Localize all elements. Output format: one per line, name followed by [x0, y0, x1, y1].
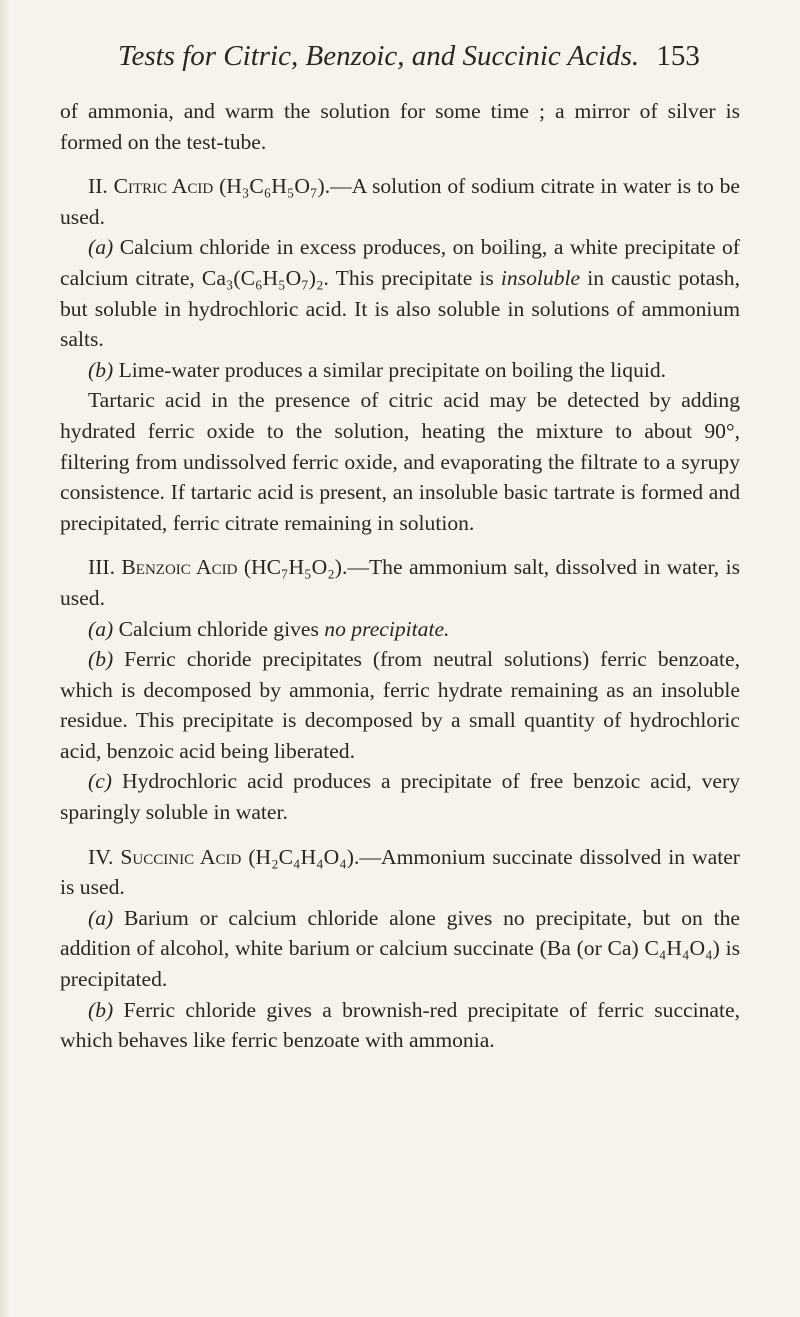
emphasis: insoluble [500, 265, 581, 290]
item-text: Hydrochloric acid produces a precipitate of free benzoic acid, very sparingly soluble in water. [60, 769, 741, 825]
item-text: Lime-water produces a similar precipitate on boiling the liquid. [118, 357, 667, 382]
test-item [60, 766, 740, 827]
item-text: in caustic potash, but soluble in hydrochloric acid. It is also soluble in solutions of ammonium salts. [60, 265, 740, 352]
section-intro: —A solution of sodium citrate in water is to be used. [60, 174, 740, 229]
test-item [60, 355, 740, 386]
page-number: 153 [656, 40, 700, 72]
item-text: Ferric choride precipitates (from neutral solutions) ferric benzoate, which is decomposed by ammonia, ferric hydrate remaining as an insoluble residue. This precipitate is decomposed by a small quantity of hydrochloric acid, benzoic acid being liberated. [60, 647, 740, 763]
test-item [60, 995, 740, 1056]
paragraph-continuation: of ammonia, and warm the solution for some time ; a mirror of silver is formed on the test-tube. [60, 99, 740, 154]
section-heading: Benzoic Acid [121, 555, 238, 580]
item-label: (b) [88, 357, 114, 382]
test-item [60, 903, 740, 995]
test-item [60, 232, 740, 354]
running-header [118, 40, 718, 80]
section-citric-acid [60, 171, 740, 232]
item-label: (a) [88, 235, 114, 260]
section-heading: Citric Acid [113, 174, 214, 199]
body-text [60, 96, 740, 1056]
section-number: IV. [88, 844, 114, 869]
item-text: Ferric chloride gives a brownish-red precipitate of ferric succinate, which behaves like ferric benzoate with ammonia. [60, 997, 740, 1053]
chemical-formula: (HC₇H₅O₂). [243, 555, 348, 580]
item-label: (b) [88, 647, 114, 672]
emphasis: no precipitate. [324, 616, 450, 641]
item-label: (a) [88, 905, 114, 930]
item-label: (a) [88, 616, 114, 641]
chemical-formula: (H₂C₄H₄O₄). [248, 844, 360, 869]
section-heading: Succinic Acid [120, 844, 242, 869]
section-intro: —Ammonium succinate dissolved in water is used. [60, 844, 740, 900]
test-item [60, 644, 740, 766]
section-intro: —The ammonium salt, dissolved in water, is used. [60, 555, 740, 610]
header-title: Tests for Citric, Benzoic, and Succinic Acids. [118, 40, 640, 72]
section-benzoic-acid [60, 552, 740, 613]
item-text: Calcium chloride in excess produces, on boiling, a white precipitate of calcium citrate, Ca₃(C₆H₅O₇)₂. This precipitate is [60, 235, 740, 290]
item-label: (b) [88, 997, 114, 1022]
item-text: Calcium chloride gives [118, 616, 319, 641]
section-number: II. [88, 174, 108, 199]
page-gutter-shadow [0, 0, 10, 1317]
item-text: Barium or calcium chloride alone gives no precipitate, but on the addition of alcohol, white barium or calcium succinate (Ba (or Ca) C₄H₄O₄) is precipitated. [60, 905, 740, 992]
item-label: (c) [88, 769, 112, 794]
section-succinic-acid [60, 842, 740, 903]
chemical-formula: (H₃C₆H₅O₇). [219, 174, 331, 199]
tartaric-note: Tartaric acid in the presence of citric acid may be detected by adding hydrated ferric oxide to the solution, heating the mixture to about 90°, filtering from undissolved ferric oxide, and evaporating the filtrate to a syrupy consistence. If tartaric acid is present, an insoluble basic tartrate is formed and precipitated, ferric citrate remaining in solution. [60, 388, 740, 535]
section-number: III. [88, 555, 115, 580]
test-item [60, 614, 740, 645]
